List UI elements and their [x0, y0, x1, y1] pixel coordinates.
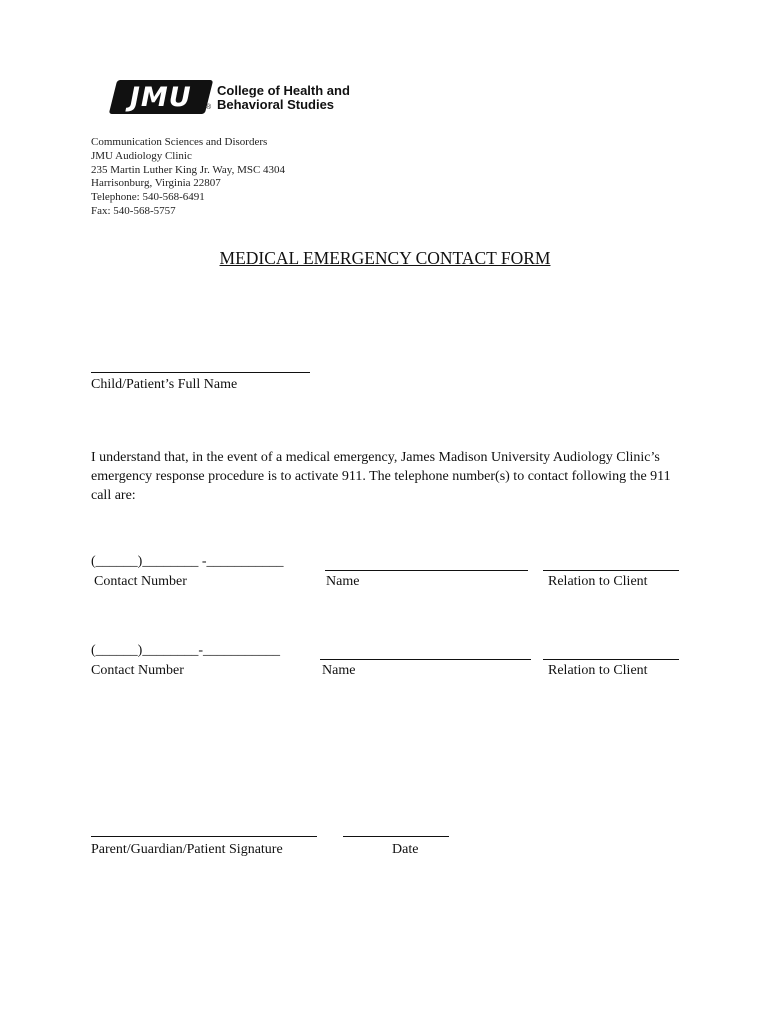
college-name-line1: College of Health and	[217, 83, 350, 98]
signature-field[interactable]	[91, 836, 317, 837]
contact2-number-label: Contact Number	[91, 663, 184, 678]
contact2-name-label: Name	[322, 663, 356, 678]
contact1-relation-label: Relation to Client	[548, 574, 648, 589]
date-label: Date	[392, 842, 419, 857]
jmu-logo-text: JMU	[130, 81, 192, 113]
contact2-relation-field[interactable]	[543, 659, 679, 660]
contact1-name-field[interactable]	[325, 570, 528, 571]
address-line: Fax: 540-568-5757	[91, 204, 176, 217]
college-name-line2: Behavioral Studies	[217, 97, 335, 112]
address-line: Communication Sciences and Disorders	[91, 136, 268, 148]
patient-name-label: Child/Patient’s Full Name	[91, 377, 238, 392]
college-name	[217, 84, 350, 112]
registered-mark: ®	[206, 104, 212, 111]
emergency-statement: I understand that, in the event of a medical emergency, James Madison University Audiology Clinic’s emergency response procedure is to activate 911. The telephone number(s) to contact following the 911 call are:	[91, 450, 671, 503]
address-block	[91, 136, 285, 219]
contact1-phone-field[interactable]: (______)________ -___________	[91, 554, 284, 569]
address-line: Harrisonburg, Virginia 22807	[91, 177, 221, 190]
address-line: JMU Audiology Clinic	[91, 149, 192, 162]
form-title: MEDICAL EMERGENCY CONTACT FORM	[219, 248, 551, 268]
contact2-phone-field[interactable]: (______)________-___________	[91, 643, 280, 658]
date-field[interactable]	[343, 836, 449, 837]
patient-name-field[interactable]	[91, 372, 310, 373]
signature-label: Parent/Guardian/Patient Signature	[91, 842, 283, 857]
jmu-logo-mark	[109, 80, 213, 114]
contact1-number-label: Contact Number	[94, 574, 187, 589]
contact1-relation-field[interactable]	[543, 570, 679, 571]
contact2-relation-label: Relation to Client	[548, 663, 648, 678]
address-line: 235 Martin Luther King Jr. Way, MSC 4304	[91, 163, 286, 176]
contact1-name-label: Name	[326, 574, 360, 589]
contact2-name-field[interactable]	[320, 659, 531, 660]
address-line: Telephone: 540-568-6491	[91, 191, 205, 204]
